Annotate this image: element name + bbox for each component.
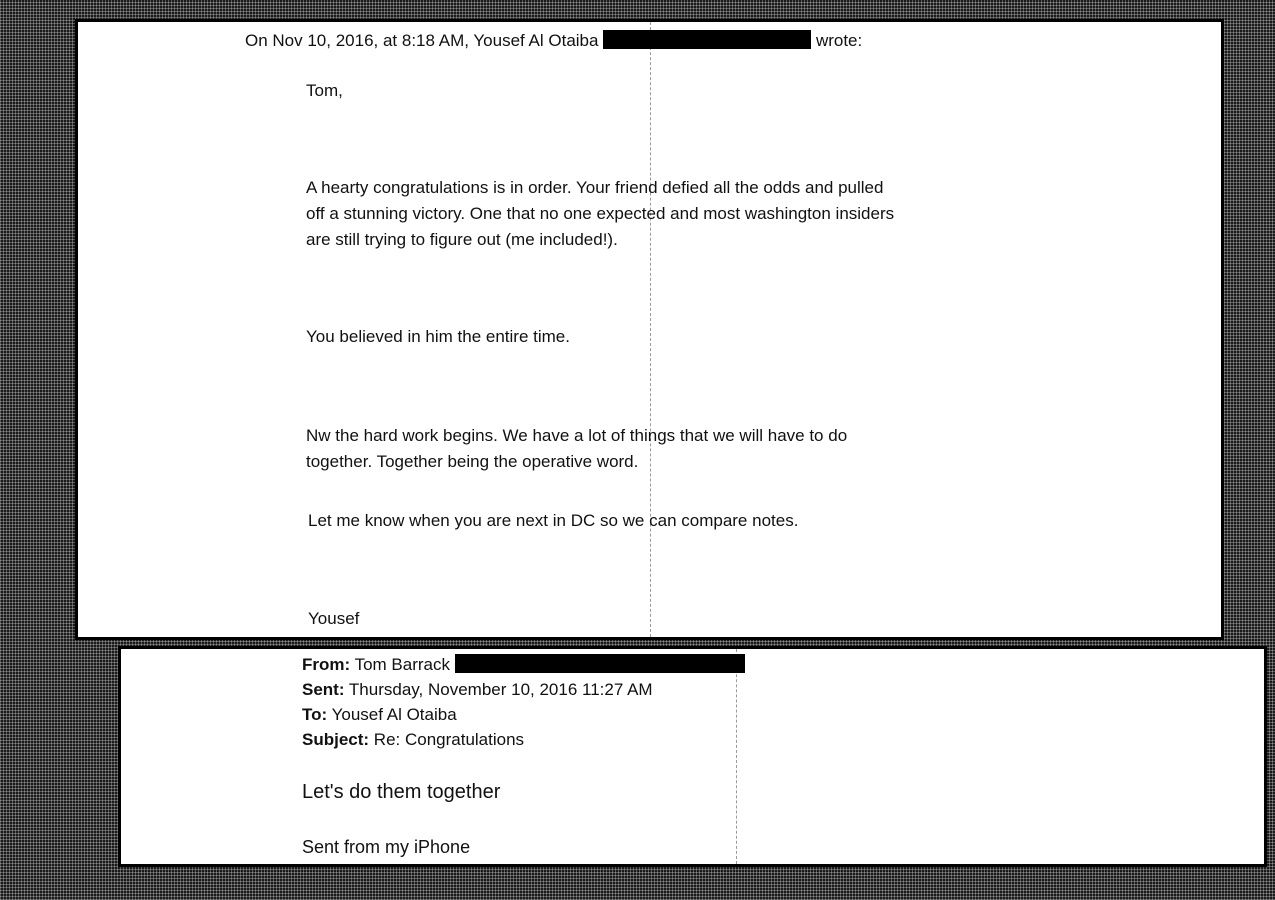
original-email-panel xyxy=(78,22,1221,637)
redacted-email-address xyxy=(603,30,811,49)
paragraph-line: off a stunning victory. One that no one expected and most washington insiders xyxy=(306,204,895,223)
reply-email-panel xyxy=(121,649,1264,864)
paragraph-hard-work xyxy=(306,423,847,475)
header-wrote-text: wrote: xyxy=(815,31,863,50)
subject-value: Re: Congratulations xyxy=(373,730,525,749)
header-sent xyxy=(302,677,653,702)
reply-footer: Sent from my iPhone xyxy=(302,837,471,857)
to-value: Yousef Al Otaiba xyxy=(331,705,457,724)
reply-body: Let's do them together xyxy=(302,781,501,803)
header-to xyxy=(302,702,457,727)
header-from xyxy=(302,652,745,677)
greeting: Tom, xyxy=(306,81,343,100)
header-sender-text: On Nov 10, 2016, at 8:18 AM, Yousef Al Otaiba xyxy=(245,31,599,50)
paragraph-line: together. Together being the operative word. xyxy=(306,452,639,471)
from-label: From: xyxy=(302,655,351,674)
header-subject xyxy=(302,727,524,752)
redacted-email-address xyxy=(455,654,745,673)
paragraph-believed: You believed in him the entire time. xyxy=(306,327,570,346)
paragraph-line: are still trying to figure out (me included!). xyxy=(306,230,618,249)
from-value: Tom Barrack xyxy=(354,655,451,674)
paragraph-line: A hearty congratulations is in order. Your friend defied all the odds and pulled xyxy=(306,178,884,197)
signature: Yousef xyxy=(308,609,360,628)
paragraph-line: Nw the hard work begins. We have a lot of things that we will have to do xyxy=(306,426,848,445)
subject-label: Subject: xyxy=(302,730,370,749)
sent-label: Sent: xyxy=(302,680,345,699)
paragraph-next-in-dc: Let me know when you are next in DC so we can compare notes. xyxy=(308,511,799,530)
fold-line xyxy=(736,649,737,864)
sent-value: Thursday, November 10, 2016 11:27 AM xyxy=(348,680,653,699)
email-header-line xyxy=(245,28,862,54)
paragraph-congratulations xyxy=(306,175,894,253)
fold-line xyxy=(650,22,651,637)
to-label: To: xyxy=(302,705,328,724)
